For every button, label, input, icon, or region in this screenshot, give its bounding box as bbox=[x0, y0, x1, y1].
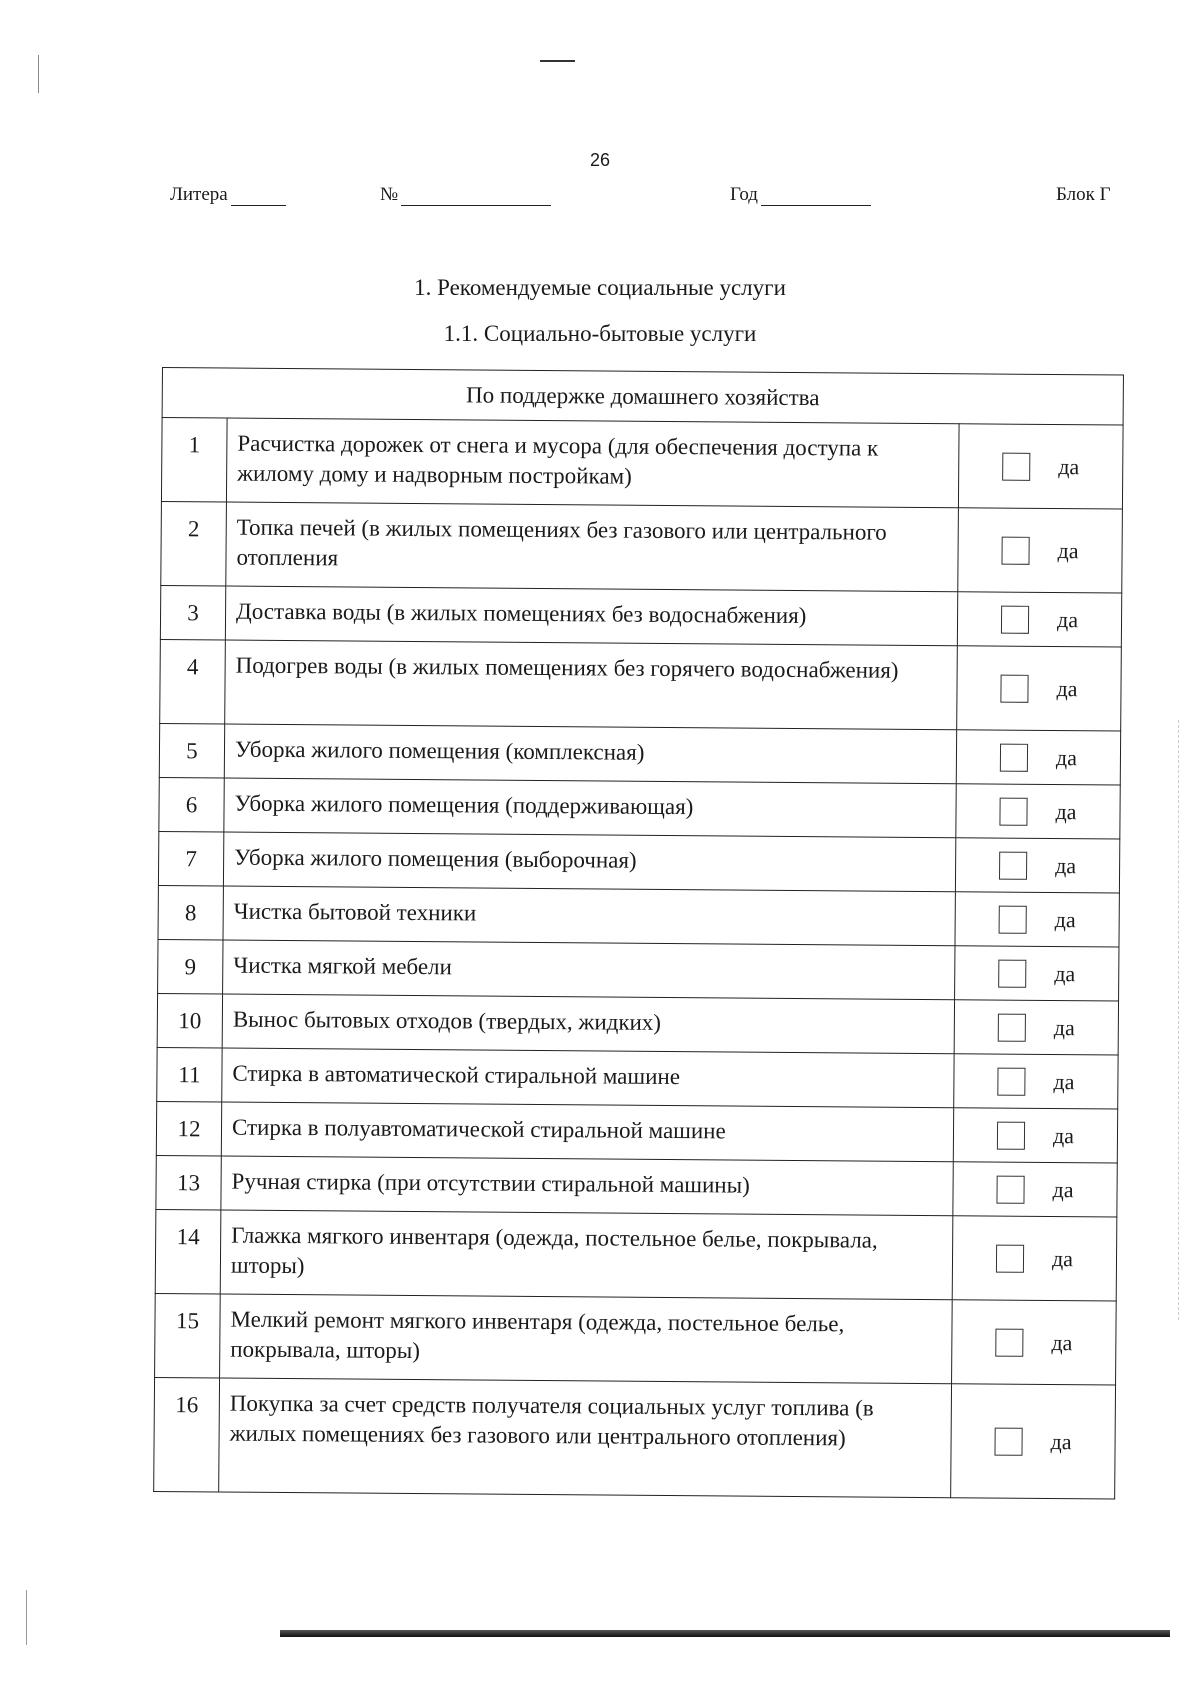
yes-option bbox=[959, 451, 1122, 482]
yes-cell bbox=[954, 1054, 1118, 1109]
table-row bbox=[157, 993, 1118, 1055]
row-number: 16 bbox=[154, 1377, 220, 1492]
service-description: Мелкий ремонт мягкого инвентаря (одежда, постельное белье, покрывала, шторы) bbox=[220, 1294, 953, 1384]
yes-checkbox[interactable] bbox=[998, 1013, 1026, 1041]
table-row bbox=[159, 723, 1120, 785]
service-description: Глажка мягкого инвентаря (одежда, постельное белье, покрывала, шторы) bbox=[220, 1210, 953, 1300]
table-row bbox=[158, 831, 1119, 893]
table-row bbox=[161, 501, 1123, 593]
yes-checkbox[interactable] bbox=[1001, 605, 1029, 633]
yes-label: да bbox=[1052, 1122, 1075, 1148]
yes-cell bbox=[951, 1384, 1116, 1499]
litera-field bbox=[170, 184, 286, 206]
service-description: Чистка бытовой техники bbox=[223, 886, 955, 946]
yes-option bbox=[956, 904, 1119, 935]
scan-mark bbox=[38, 55, 39, 93]
yes-label: да bbox=[1055, 852, 1077, 878]
row-number: 9 bbox=[158, 939, 223, 994]
row-number: 12 bbox=[156, 1101, 221, 1156]
services-table bbox=[153, 367, 1124, 1500]
table-row bbox=[157, 1047, 1118, 1109]
table-row bbox=[159, 777, 1120, 839]
row-number: 1 bbox=[161, 418, 227, 503]
service-description: Стирка в автоматической стиральной машине bbox=[222, 1048, 954, 1108]
service-description: Уборка жилого помещения (выборочная) bbox=[223, 832, 955, 892]
yes-option bbox=[957, 673, 1120, 704]
yes-checkbox[interactable] bbox=[996, 1175, 1024, 1203]
yes-option bbox=[958, 535, 1121, 566]
yes-checkbox[interactable] bbox=[1000, 743, 1028, 771]
row-number: 5 bbox=[159, 723, 224, 778]
yes-checkbox[interactable] bbox=[995, 1328, 1023, 1356]
table-row bbox=[160, 639, 1122, 731]
yes-checkbox[interactable] bbox=[998, 959, 1026, 987]
yes-checkbox[interactable] bbox=[1000, 674, 1028, 702]
yes-cell bbox=[953, 1108, 1117, 1163]
group-header: По поддержке домашнего хозяйства bbox=[162, 368, 1123, 426]
yes-label: да bbox=[1051, 1245, 1074, 1271]
yes-option bbox=[952, 1327, 1115, 1358]
yes-checkbox[interactable] bbox=[999, 797, 1027, 825]
yes-option bbox=[957, 742, 1120, 773]
yes-checkbox[interactable] bbox=[994, 1427, 1022, 1455]
block-label: Блок Г bbox=[1056, 184, 1111, 205]
row-number: 10 bbox=[157, 993, 222, 1048]
yes-option bbox=[951, 1426, 1114, 1457]
scan-edge-line bbox=[280, 1630, 1170, 1637]
yes-option bbox=[955, 1012, 1118, 1043]
yes-cell bbox=[952, 1300, 1117, 1385]
yes-label: да bbox=[1056, 675, 1078, 701]
yes-cell bbox=[955, 838, 1119, 893]
yes-checkbox[interactable] bbox=[999, 905, 1027, 933]
year-input-line[interactable] bbox=[761, 185, 871, 206]
yes-label: да bbox=[1055, 744, 1078, 770]
yes-label: да bbox=[1053, 1014, 1075, 1040]
row-number: 15 bbox=[155, 1293, 221, 1378]
year-field bbox=[730, 184, 871, 206]
year-label: Год bbox=[730, 184, 758, 205]
section-title: 1. Рекомендуемые социальные услуги bbox=[414, 275, 786, 300]
number-field bbox=[380, 184, 551, 206]
table-row bbox=[155, 1293, 1117, 1385]
yes-label: да bbox=[1054, 960, 1076, 986]
yes-checkbox[interactable] bbox=[997, 1121, 1025, 1149]
table-row bbox=[156, 1155, 1117, 1217]
scan-mark bbox=[1178, 720, 1179, 1320]
row-number: 13 bbox=[156, 1155, 221, 1210]
yes-label: да bbox=[1057, 537, 1079, 563]
service-description: Вынос бытовых отходов (твердых, жидких) bbox=[222, 994, 954, 1054]
service-description: Уборка жилого помещения (комплексная) bbox=[224, 724, 956, 784]
litera-input-line[interactable] bbox=[231, 185, 286, 206]
yes-label: да bbox=[1051, 1329, 1073, 1355]
yes-option bbox=[956, 796, 1119, 827]
yes-cell bbox=[958, 508, 1123, 593]
yes-cell bbox=[957, 592, 1121, 647]
scan-mark bbox=[26, 1590, 27, 1645]
yes-checkbox[interactable] bbox=[997, 1067, 1025, 1095]
number-input-line[interactable] bbox=[401, 185, 551, 206]
yes-label: да bbox=[1055, 798, 1077, 824]
yes-cell bbox=[956, 730, 1120, 785]
row-number: 7 bbox=[158, 831, 223, 886]
yes-option bbox=[954, 1066, 1117, 1097]
table-row bbox=[158, 939, 1119, 1001]
service-description: Покупка за счет средств получателя социальных услуг топлива (в жилых помещениях без газового или центрального отопления) bbox=[219, 1378, 952, 1498]
yes-cell bbox=[956, 784, 1120, 839]
row-number: 3 bbox=[160, 585, 225, 640]
yes-checkbox[interactable] bbox=[996, 1244, 1024, 1272]
yes-option bbox=[958, 604, 1121, 635]
row-number: 11 bbox=[157, 1047, 222, 1102]
yes-label: да bbox=[1053, 1068, 1075, 1094]
yes-option bbox=[954, 1120, 1117, 1151]
yes-cell bbox=[953, 1162, 1117, 1217]
yes-cell bbox=[955, 892, 1119, 947]
scan-mark bbox=[540, 60, 575, 62]
subsection-title: 1.1. Социально-бытовые услуги bbox=[443, 321, 757, 346]
yes-cell bbox=[952, 1216, 1117, 1301]
yes-cell bbox=[954, 1000, 1118, 1055]
number-label: № bbox=[380, 184, 399, 205]
row-number: 2 bbox=[161, 501, 227, 586]
service-description: Подогрев воды (в жилых помещениях без горячего водоснабжения) bbox=[225, 640, 958, 730]
litera-label: Литера bbox=[170, 184, 228, 205]
row-number: 14 bbox=[155, 1209, 221, 1294]
yes-label: да bbox=[1052, 1176, 1074, 1202]
yes-label: да bbox=[1050, 1428, 1072, 1454]
yes-cell bbox=[955, 946, 1119, 1001]
service-description: Уборка жилого помещения (поддерживающая) bbox=[224, 778, 956, 838]
table-row bbox=[154, 1377, 1116, 1499]
yes-label: да bbox=[1056, 606, 1079, 632]
yes-label: да bbox=[1054, 906, 1076, 932]
row-number: 8 bbox=[158, 885, 223, 940]
service-description: Чистка мягкой мебели bbox=[223, 940, 955, 1000]
page-number: 26 bbox=[589, 150, 611, 170]
service-description: Расчистка дорожек от снега и мусора (для обеспечения доступа к жилому дому и надворным постройкам) bbox=[226, 418, 959, 508]
service-description: Топка печей (в жилых помещениях без газового или центрального отопления bbox=[226, 502, 959, 592]
yes-cell bbox=[958, 424, 1123, 509]
yes-checkbox[interactable] bbox=[999, 851, 1027, 879]
yes-option bbox=[956, 850, 1119, 881]
table-row bbox=[155, 1209, 1117, 1301]
yes-option bbox=[953, 1243, 1116, 1274]
service-description: Стирка в полуавтоматической стиральной машине bbox=[221, 1102, 953, 1162]
service-description: Ручная стирка (при отсутствии стиральной машины) bbox=[221, 1156, 953, 1216]
yes-checkbox[interactable] bbox=[1002, 452, 1030, 480]
yes-option bbox=[953, 1174, 1116, 1205]
yes-label: да bbox=[1058, 453, 1080, 479]
yes-cell bbox=[957, 646, 1122, 731]
yes-checkbox[interactable] bbox=[1001, 536, 1029, 564]
table-row bbox=[156, 1101, 1117, 1163]
services-table-body bbox=[154, 418, 1123, 1500]
service-description: Доставка воды (в жилых помещениях без водоснабжения) bbox=[225, 586, 957, 646]
table-row bbox=[161, 418, 1123, 510]
table-row bbox=[160, 585, 1121, 647]
row-number: 4 bbox=[160, 639, 226, 724]
yes-option bbox=[955, 958, 1118, 989]
row-number: 6 bbox=[159, 777, 224, 832]
table-row bbox=[158, 885, 1119, 947]
